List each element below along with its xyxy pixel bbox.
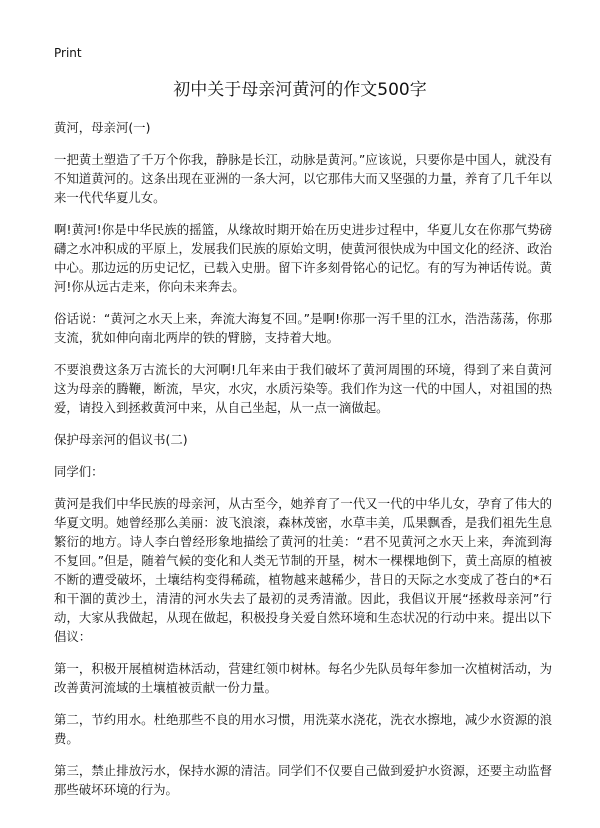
- print-link[interactable]: Print: [54, 46, 82, 60]
- paragraph-2: 啊!黄河!你是中华民族的摇篮，从缘故时期开始在历史进步过程中，华夏儿女在你那气势磅礴之水冲积成的平原上，发展我们民族的原始文明，使黄河很快成为中国文化的经济、政治中心。那边远的历史记忆，已载入史册。留下许多刻骨铭心的记忆。有的写为神话传说。黄河!你从远古走来，你向未来奔去。: [54, 222, 552, 294]
- section-heading-1: 黄河，母亲河(一): [54, 120, 151, 135]
- section-heading-2: 保护母亲河的倡议书(二): [54, 432, 188, 447]
- paragraph-6: 第一，积极开展植树造林活动，营建红领巾树林。每名少先队员每年参加一次植树活动，为改善黄河流域的土壤植被贡献一份力量。: [54, 661, 552, 695]
- page-title: 初中关于母亲河黄河的作文500字: [173, 80, 427, 100]
- paragraph-8: 第三，禁止排放污水，保持水源的清洁。同学们不仅要自己做到爱护水资源，还要主动监督那些破坏环境的行为。: [54, 763, 552, 797]
- article-body: [54, 118, 552, 812]
- paragraph-5: 黄河是我们中华民族的母亲河，从古至今，她养育了一代又一代的中华儿女，孕育了伟大的华夏文明。她曾经那么美丽：波飞浪滚，森林茂密，水草丰美，瓜果飘香，是我们祖先生息繁衍的地方。诗人李白曾经形象地描绘了黄河的壮美：“君不见黄河之水天上来，奔流到海不复回。”但是，随着气候的变化和人类无节制的开垦，树木一棵棵地倒下，黄土高原的植被不断的遭受破坏，土壤结构变得稀疏，植物越来越稀少，昔日的天际之水变成了苍白的*石和干涸的黄沙土，清清的河水失去了最初的灵秀清澈。因此，我倡议开展“拯救母亲河”行动，大家从我做起，从现在做起，积极投身关爱自然环境和生态状况的行动中来。提出以下倡议：: [54, 496, 552, 644]
- salutation: 同学们：: [54, 464, 104, 479]
- paragraph-3: 俗话说：“黄河之水天上来，奔流大海复不回。”是啊!你那一泻千里的江水，浩浩荡荡，你那支流，犹如伸向南北两岸的铁的臂膀，支持着大地。: [54, 311, 552, 345]
- paragraph-7: 第二，节约用水。杜绝那些不良的用水习惯，用洗菜水浇花，洗衣水擦地，减少水资源的浪费。: [54, 712, 552, 746]
- paragraph-4: 不要浪费这条万古流长的大河啊!几年来由于我们破坏了黄河周围的环境，得到了来自黄河这为母亲的腾鞭，断流，旱灾，水灾，水质污染等。我们作为这一代的中国人，对祖国的热爱，请投入到拯救黄河中来，从自己坐起，从一点一滴做起。: [54, 362, 552, 415]
- paragraph-1: 一把黄土塑造了千万个你我，静脉是长江，动脉是黄河。”应该说，只要你是中国人，就没有不知道黄河的。这条出现在亚洲的一条大河，以它那伟大而又坚强的力量，养育了几千年以来一代代华夏儿女。: [54, 152, 552, 205]
